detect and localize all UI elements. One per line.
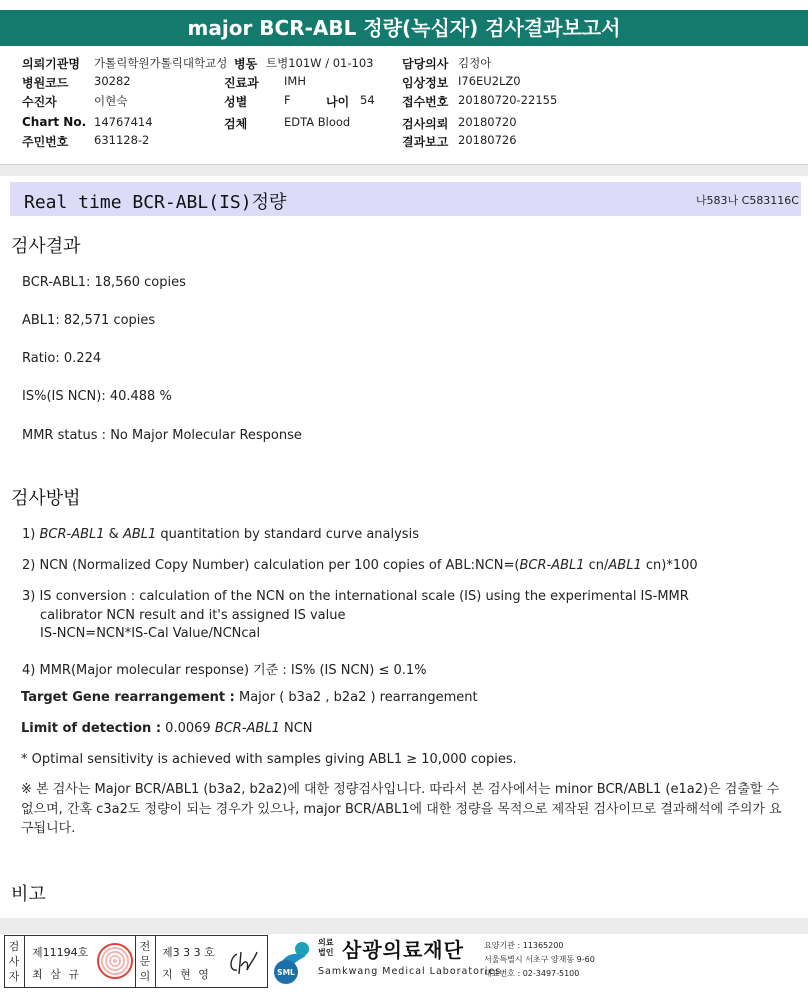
organization-logo (272, 934, 802, 990)
ward-value: 트병101W / 01-103 (266, 56, 374, 70)
method-step-1-num: 1) (22, 527, 36, 542)
method-step-1 (22, 527, 419, 542)
method-heading: 검사방법 (11, 488, 81, 509)
report-date-value: 20180726 (458, 133, 517, 147)
receipt-value: 20180720-22155 (458, 93, 558, 107)
chart-value: 14767414 (94, 115, 153, 129)
results-heading: 검사결과 (11, 236, 81, 257)
gene-abl1: ABL1 (608, 558, 642, 573)
resident-value: 631128-2 (94, 133, 150, 147)
hospital-code-value: 30282 (94, 74, 131, 88)
method-step-2-mid: cn/ (584, 558, 609, 573)
institution-value: 가톨릭학원가톨릭대학교성 (94, 56, 228, 70)
method-step-2-pre: 2) NCN (Normalized Copy Number) calculation per 100 copies of ABL:NCN=( (22, 558, 520, 573)
result-line: MMR status : No Major Molecular Response (22, 428, 302, 443)
signature-box (4, 935, 268, 988)
receipt-label: 접수번호 (402, 95, 449, 109)
method-step-3-line3: IS-NCN=NCN*IS-Cal Value/NCNcal (40, 626, 261, 641)
org-phone: 대표번호 : 02-3497-5100 (484, 969, 580, 978)
signature-divider (135, 936, 136, 987)
chart-label: Chart No. (22, 115, 87, 129)
patient-value: 이현숙 (94, 94, 128, 108)
org-prefix: 의료법인 (318, 938, 334, 957)
test-code: 나583나 C583116C (695, 194, 799, 207)
optimal-sensitivity: * Optimal sensitivity is achieved with samples giving ABL1 ≥ 10,000 copies. (21, 752, 517, 767)
handwritten-signature-icon (227, 948, 261, 978)
org-address: 서울특별시 서초구 양재동 9-60 (484, 955, 595, 964)
institution-label: 의뢰기관명 (22, 57, 80, 71)
method-step-2-post: cn)*100 (641, 558, 698, 573)
gene-abl1: ABL1 (122, 527, 157, 542)
specimen-value: EDTA Blood (284, 115, 351, 129)
request-label: 검사의뢰 (402, 117, 449, 131)
header-separator (0, 164, 808, 176)
inspector-label: 검사자 (8, 940, 20, 983)
target-gene-label: Target Gene rearrangement : (21, 690, 235, 705)
org-name: 삼광의료재단 (342, 938, 464, 962)
method-step-2 (22, 558, 698, 573)
doctor-label: 담당의사 (402, 57, 449, 71)
test-banner (10, 182, 801, 216)
inspector-name: 최 삼 규 (32, 968, 81, 981)
age-label: 나이 (326, 95, 350, 109)
gene-bcr-abl1: BCR-ABL1 (214, 721, 280, 736)
hospital-code-label: 병원코드 (22, 76, 69, 90)
clinical-label: 임상정보 (402, 76, 449, 90)
gene-bcr-abl1: BCR-ABL1 (519, 558, 585, 573)
lod-label: Limit of detection : (21, 721, 162, 736)
limit-of-detection (21, 721, 313, 736)
signature-divider (24, 936, 25, 987)
doctor-value: 김정아 (458, 56, 492, 70)
result-line: ABL1: 82,571 copies (22, 313, 156, 328)
report-title: major BCR-ABL 정량(녹십자) 검사결과보고서 (0, 10, 808, 46)
gene-bcr-abl1: BCR-ABL1 (39, 527, 105, 542)
result-line: BCR-ABL1: 18,560 copies (22, 275, 186, 290)
specialist-label: 전문의 (139, 940, 151, 983)
signature-divider (155, 936, 156, 987)
sml-logo-icon (272, 936, 316, 986)
result-line: IS%(IS NCN): 40.488 % (22, 389, 172, 404)
test-title: Real time BCR-ABL(IS)정량 (24, 192, 287, 213)
institution-number: 요양기관 : 11365200 (484, 941, 564, 950)
age-value: 54 (360, 93, 375, 107)
seal-stamp-icon (97, 943, 133, 979)
lod-unit: NCN (279, 721, 313, 736)
request-value: 20180720 (458, 115, 517, 129)
remarks-heading: 비고 (11, 884, 46, 905)
lod-value: 0.0069 (161, 721, 215, 736)
patient-label: 수진자 (22, 95, 57, 109)
caution-note: ※ 본 검사는 Major BCR/ABL1 (b3a2, b2a2)에 대한 정량검사입니다. 따라서 본 검사에서는 minor BCR/ABL1 (e1a2)은 검출할 수 없으며, 간혹 c3a2도 정량이 되는 경우가 있으나, major BCR/ABL1에 대한 정량을 목적으로 제작된 검사이므로 결과해석에 주의가 요구됩니다. (21, 782, 782, 836)
resident-label: 주민번호 (22, 135, 69, 149)
dept-value: IMH (284, 74, 306, 88)
target-gene (21, 690, 478, 705)
method-step-1-text: quantitation by standard curve analysis (156, 527, 419, 542)
result-line: Ratio: 0.224 (22, 351, 102, 366)
dept-label: 진료과 (224, 76, 259, 90)
specialist-license: 제3 3 3 호 (162, 946, 215, 959)
method-step-4: 4) MMR(Major molecular response) 기준 : IS% (IS NCN) ≤ 0.1% (22, 663, 427, 678)
method-step-3-line2: calibrator NCN result and it's assigned IS value (40, 608, 346, 623)
inspector-license: 제11194호 (32, 946, 89, 959)
report-date-label: 결과보고 (402, 135, 449, 149)
sex-value: F (284, 93, 291, 107)
method-step-3-line1: 3) IS conversion : calculation of the NCN on the international scale (IS) using the experimental IS-MMR (22, 589, 689, 604)
target-gene-value: Major ( b3a2 , b2a2 ) rearrangement (234, 690, 478, 705)
sex-label: 성별 (224, 95, 248, 109)
footer-separator (0, 918, 808, 934)
clinical-value: I76EU2LZ0 (458, 74, 521, 88)
specialist-name: 지 현 영 (162, 968, 211, 981)
specimen-label: 검체 (224, 117, 248, 131)
logo-text: SML (277, 968, 295, 977)
method-amp: & (104, 527, 123, 542)
ward-label: 병동 (234, 57, 258, 71)
org-english-name: Samkwang Medical Laboratories (318, 966, 502, 977)
